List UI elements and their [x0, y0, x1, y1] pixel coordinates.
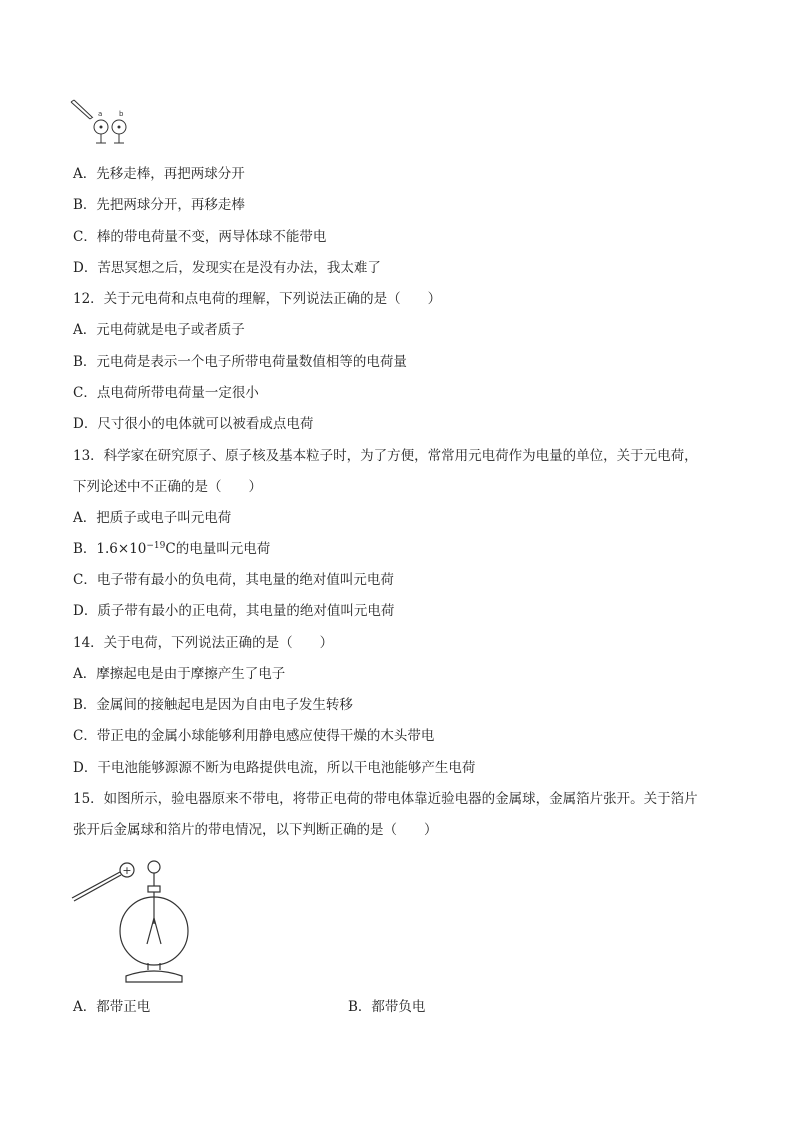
- q13-option-b: [73, 540, 270, 558]
- sphere-label-b: b: [119, 110, 124, 118]
- q15-stem-line2: 张开后金属球和箔片的带电情况，以下判断正确的是（ ）: [73, 822, 438, 838]
- q11-option-a: A．先移走棒，再把两球分开: [73, 166, 245, 182]
- q13-option-b-prefix: B．1.6×10: [73, 541, 147, 557]
- conductor-sphere-a: [94, 120, 108, 143]
- q12-stem: 12．关于元电荷和点电荷的理解，下列说法正确的是（ ）: [73, 291, 442, 307]
- q15-stem-line1: 15．如图所示，验电器原来不带电，将带正电荷的带电体靠近验电器的金属球，金属箔片张开。关于箔片: [73, 791, 698, 807]
- q11-option-d: D．苦思冥想之后，发现实在是没有办法，我太难了: [73, 260, 381, 276]
- q13-option-b-exponent: −19: [146, 541, 166, 551]
- q12-option-c: C．点电荷所带电荷量一定很小: [73, 385, 259, 401]
- electroscope-icon: [120, 861, 188, 982]
- q14-option-a: A．摩擦起电是由于摩擦产生了电子: [73, 666, 286, 682]
- conductor-sphere-b: [112, 120, 126, 143]
- q14-option-c: C．带正电的金属小球能够利用静电感应使得干燥的木头带电: [73, 728, 435, 744]
- q15-option-b: B．都带负电: [348, 999, 426, 1015]
- electroscope-figure: [70, 858, 190, 986]
- sphere-label-a: a: [98, 110, 103, 118]
- two-spheres-figure: [68, 98, 140, 148]
- q13-stem-line1: 13．科学家在研究原子、原子核及基本粒子时，为了方便，常常用元电荷作为电量的单位，关于元电荷，: [73, 448, 698, 464]
- charged-rod-icon: [72, 872, 121, 901]
- q13-stem-line2: 下列论述中不正确的是（ ）: [73, 479, 262, 495]
- q11-option-b: B．先把两球分开，再移走棒: [73, 197, 245, 213]
- q14-option-b: B．金属间的接触起电是因为自由电子发生转移: [73, 697, 353, 713]
- q15-option-a: A．都带正电: [73, 999, 151, 1015]
- q13-option-d: D．质子带有最小的正电荷，其电量的绝对值叫元电荷: [73, 603, 395, 619]
- q12-option-a: A．元电荷就是电子或者质子: [73, 322, 245, 338]
- q11-option-c: C．棒的带电荷量不变，两导体球不能带电: [73, 229, 327, 245]
- q13-option-b-suffix: C的电量叫元电荷: [165, 541, 271, 557]
- charged-rod-icon: [71, 100, 93, 119]
- q14-stem: 14．关于电荷，下列说法正确的是（ ）: [73, 635, 334, 651]
- q13-option-a: A．把质子或电子叫元电荷: [73, 510, 232, 526]
- charge-sign: +: [122, 864, 132, 877]
- q14-option-d: D．干电池能够源源不断为电路提供电流，所以干电池能够产生电荷: [73, 760, 476, 776]
- q12-option-d: D．尺寸很小的电体就可以被看成点电荷: [73, 416, 314, 432]
- q12-option-b: B．元电荷是表示一个电子所带电荷量数值相等的电荷量: [73, 354, 407, 370]
- q13-option-c: C．电子带有最小的负电荷，其电量的绝对值叫元电荷: [73, 572, 394, 588]
